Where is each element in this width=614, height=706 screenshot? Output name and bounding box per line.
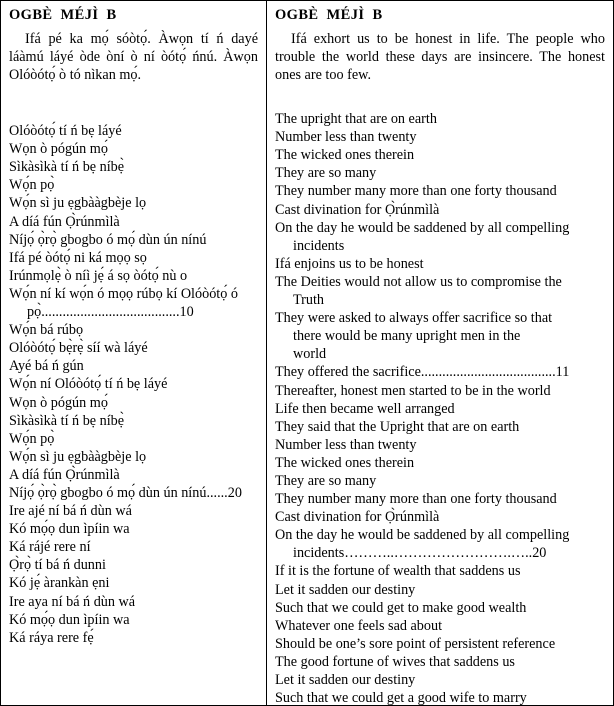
verse-line: Olóòótọ́ tí ń bẹ láyé xyxy=(9,123,122,140)
verse-line: Wọ́n bá rúbọ xyxy=(9,322,84,339)
verse-line: Wọ́n ní Olóòótọ́ tí ń bẹ láyé xyxy=(9,376,168,393)
verse-line: Wọ́n pọ̀ xyxy=(9,177,55,194)
verse-line: Thereafter, honest men started to be in the world xyxy=(275,382,551,399)
verse-line: Ire ajé ní bá ń dùn wá xyxy=(9,503,132,520)
verse-line: Wọ́n pọ̀ xyxy=(9,430,55,447)
verse-line: They are so many xyxy=(275,165,377,182)
verse-line: They number many more than one forty thousand xyxy=(275,183,557,200)
verse-line: Ire aya ní bá ń dùn wá xyxy=(9,593,136,610)
verse-line: Cast divination for Ọ̀rúnmìlà xyxy=(275,509,440,526)
verse-line: They offered the sacrifice......................................11 xyxy=(275,364,570,381)
verse-line: Níjọ́ ọ̀rọ̀ gbogbo ó mọ́ dùn ún nínú xyxy=(9,231,207,248)
verse-line: They were asked to always offer sacrifice so that xyxy=(275,310,553,327)
verse-line: Níjọ́ ọ̀rọ̀ gbogbo ó mọ́ dùn ún nínú......20 xyxy=(9,484,242,501)
verse-line: Life then became well arranged xyxy=(275,400,455,417)
verse-line: Wọn ò pógún mọ́ xyxy=(9,141,108,158)
verse-line: Ká ráya rere fẹ́ xyxy=(9,629,94,646)
right-column xyxy=(267,1,613,705)
verse-line: Kó mọ́ọ dun ìpíin wa xyxy=(9,611,130,628)
verse-line: Let it sadden our destiny xyxy=(275,672,416,688)
verse-line: They number many more than one forty thousand xyxy=(275,491,557,508)
verse-line: The upright that are on earth xyxy=(275,111,437,128)
verse-line: world xyxy=(293,346,327,363)
verse-line: A díá fún Ọ̀rúnmìlà xyxy=(9,213,120,230)
verse-line: incidents xyxy=(293,237,345,254)
verse-line: Kó jẹ́ àrankàn ẹni xyxy=(9,575,110,592)
verse-line: Wọ́n sì ju ẹgbààgbèje lọ xyxy=(9,195,147,212)
verse-line: Sìkàsìkà tí ń bẹ níbẹ̀ xyxy=(9,412,125,429)
verse-line: incidents………..…………………….…..20 xyxy=(293,545,547,562)
right-spacer xyxy=(275,84,605,110)
verse-line: Kó mọ́ọ dun ìpíin wa xyxy=(9,521,130,538)
right-column-title: OGBÈ MÉJÌ B xyxy=(275,7,383,23)
verse-line: They said that the Upright that are on earth xyxy=(275,418,520,435)
verse-line: They are so many xyxy=(275,472,377,489)
verse-line: Ifá pé òótọ́ ni ká mọọ sọ xyxy=(9,249,147,266)
left-column-title: OGBÈ MÉJÌ B xyxy=(9,7,117,23)
verse-line: On the day he would be saddened by all compelling xyxy=(275,527,570,544)
verse-line: The good fortune of wives that saddens us xyxy=(275,653,515,670)
verse-line: Wọ́n sì ju ẹgbààgbèje lọ xyxy=(9,448,147,465)
verse-line: Number less than twenty xyxy=(275,436,417,453)
verse-line: there would be many upright men in the xyxy=(293,328,521,345)
verse-line: Wọ́n ní kí wọ́n ó mọọ rúbọ kí Olóòótọ́ ó xyxy=(9,285,238,302)
verse-line: Such that we could get a good wife to marry xyxy=(275,690,527,705)
left-spacer xyxy=(9,84,258,122)
left-verse-lines xyxy=(9,122,258,647)
verse-line: The wicked ones therein xyxy=(275,147,415,164)
verse-line: Truth xyxy=(293,292,325,309)
verse-line: Cast divination for Ọ̀rúnmìlà xyxy=(275,201,440,218)
verse-line: On the day he would be saddened by all compelling xyxy=(275,219,570,236)
verse-line: Olóòótọ́ bẹ̀rẹ̀ síí wà láyé xyxy=(9,340,148,357)
verse-line: Such that we could get to make good wealth xyxy=(275,599,527,616)
right-intro-paragraph: Ifá exhort us to be honest in life. The people who trouble the world these days are insincere. The honest ones are too few. xyxy=(275,31,605,84)
verse-line: Wọn ò pógún mọ́ xyxy=(9,394,108,411)
verse-line: A díá fún Ọ̀rúnmìlà xyxy=(9,466,120,483)
verse-line: Should be one’s sore point of persistent reference xyxy=(275,635,556,652)
verse-line: Sìkàsìkà tí ń bẹ níbẹ̀ xyxy=(9,159,125,176)
left-intro-paragraph: Ifá pé ka mọ́ sóòtọ́. Àwọn tí ń dayé láàmú láyé òde òní ò ní òótọ́ ńnú. Àwọn Olóòótọ́ ò tó nìkan mọ́. xyxy=(9,31,258,84)
verse-line: Ayé bá ń gún xyxy=(9,358,84,375)
left-column xyxy=(1,1,267,705)
right-verse-lines xyxy=(275,110,605,705)
verse-line: Let it sadden our destiny xyxy=(275,581,416,598)
verse-line: Irúnmọlẹ̀ ò níì jẹ́ á sọ òótọ́ nù o xyxy=(9,267,188,284)
verse-line: If it is the fortune of wealth that saddens us xyxy=(275,563,521,580)
verse-line: The Deities would not allow us to compromise the xyxy=(275,273,562,290)
verse-line: The wicked ones therein xyxy=(275,454,415,471)
verse-line: Ọ̀rọ̀ tí bá ń dunni xyxy=(9,557,106,574)
verse-line: Ifá enjoins us to be honest xyxy=(275,255,424,272)
verse-line: Ká rájé rere ní xyxy=(9,539,91,556)
verse-line: Whatever one feels sad about xyxy=(275,617,443,634)
verse-line: Number less than twenty xyxy=(275,129,417,146)
verse-line: pọ̀.......................................10 xyxy=(27,304,194,321)
